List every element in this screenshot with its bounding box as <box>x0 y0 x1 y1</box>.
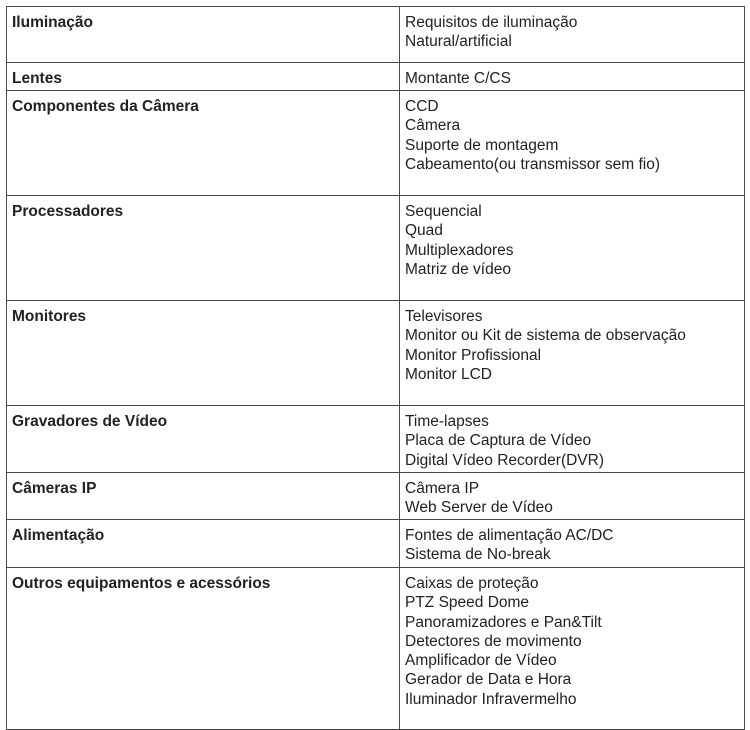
list-item: Cabeamento(ou transmissor sem fio) <box>405 155 660 173</box>
list-item: Quad <box>405 222 443 240</box>
category-cell: Outros equipamentos e acessórios <box>7 568 400 730</box>
list-item: Monitor ou Kit de sistema de observação <box>405 327 686 345</box>
list-item: Televisores <box>405 308 483 325</box>
items-cell <box>400 301 745 406</box>
list-item: Câmera IP <box>405 480 480 497</box>
list-item: Iluminador Infravermelho <box>405 690 577 708</box>
items-cell <box>400 196 745 301</box>
category-cell: Alimentação <box>7 520 400 568</box>
list-item: Requisitos de iluminação <box>405 14 578 31</box>
table-row <box>7 7 745 63</box>
list-item: Caixas de proteção <box>405 575 539 592</box>
table-row <box>7 520 745 568</box>
list-item: Monitor LCD <box>405 365 492 383</box>
table-row <box>7 473 745 520</box>
list-item: Placa de Captura de Vídeo <box>405 432 592 450</box>
list-item: PTZ Speed Dome <box>405 594 530 612</box>
table-row <box>7 406 745 473</box>
items-cell <box>400 520 745 568</box>
list-item: Digital Vídeo Recorder(DVR) <box>405 451 604 469</box>
list-item: Fontes de alimentação AC/DC <box>405 527 614 544</box>
list-item: Matriz de vídeo <box>405 260 511 278</box>
items-cell <box>400 568 745 730</box>
list-item: Sequencial <box>405 203 482 220</box>
category-cell: Gravadores de Vídeo <box>7 406 400 473</box>
items-cell <box>400 7 745 63</box>
category-cell: Componentes da Câmera <box>7 91 400 196</box>
list-item: Panoramizadores e Pan&Tilt <box>405 613 602 631</box>
table-row <box>7 196 745 301</box>
list-item: Monitor Profissional <box>405 346 542 364</box>
table-row <box>7 568 745 730</box>
list-item: Detectores de movimento <box>405 632 582 650</box>
list-item: CCD <box>405 98 439 115</box>
category-cell: Lentes <box>7 63 400 91</box>
category-cell: Iluminação <box>7 7 400 63</box>
list-item: Sistema de No-break <box>405 546 551 564</box>
list-item: Multiplexadores <box>405 241 514 259</box>
list-item: Gerador de Data e Hora <box>405 671 572 689</box>
items-cell <box>400 473 745 520</box>
category-cell: Câmeras IP <box>7 473 400 520</box>
items-cell <box>400 63 745 91</box>
category-cell: Processadores <box>7 196 400 301</box>
table-row <box>7 91 745 196</box>
list-item: Câmera <box>405 117 461 135</box>
list-item: Natural/artificial <box>405 33 512 51</box>
list-item: Montante C/CS <box>405 70 511 87</box>
list-item: Amplificador de Vídeo <box>405 652 557 670</box>
items-cell <box>400 406 745 473</box>
list-item: Web Server de Vídeo <box>405 499 553 517</box>
items-cell <box>400 91 745 196</box>
list-item: Suporte de montagem <box>405 136 559 154</box>
table-row <box>7 63 745 91</box>
list-item: Time-lapses <box>405 413 489 430</box>
equipment-table <box>6 6 745 730</box>
category-cell: Monitores <box>7 301 400 406</box>
table-row <box>7 301 745 406</box>
